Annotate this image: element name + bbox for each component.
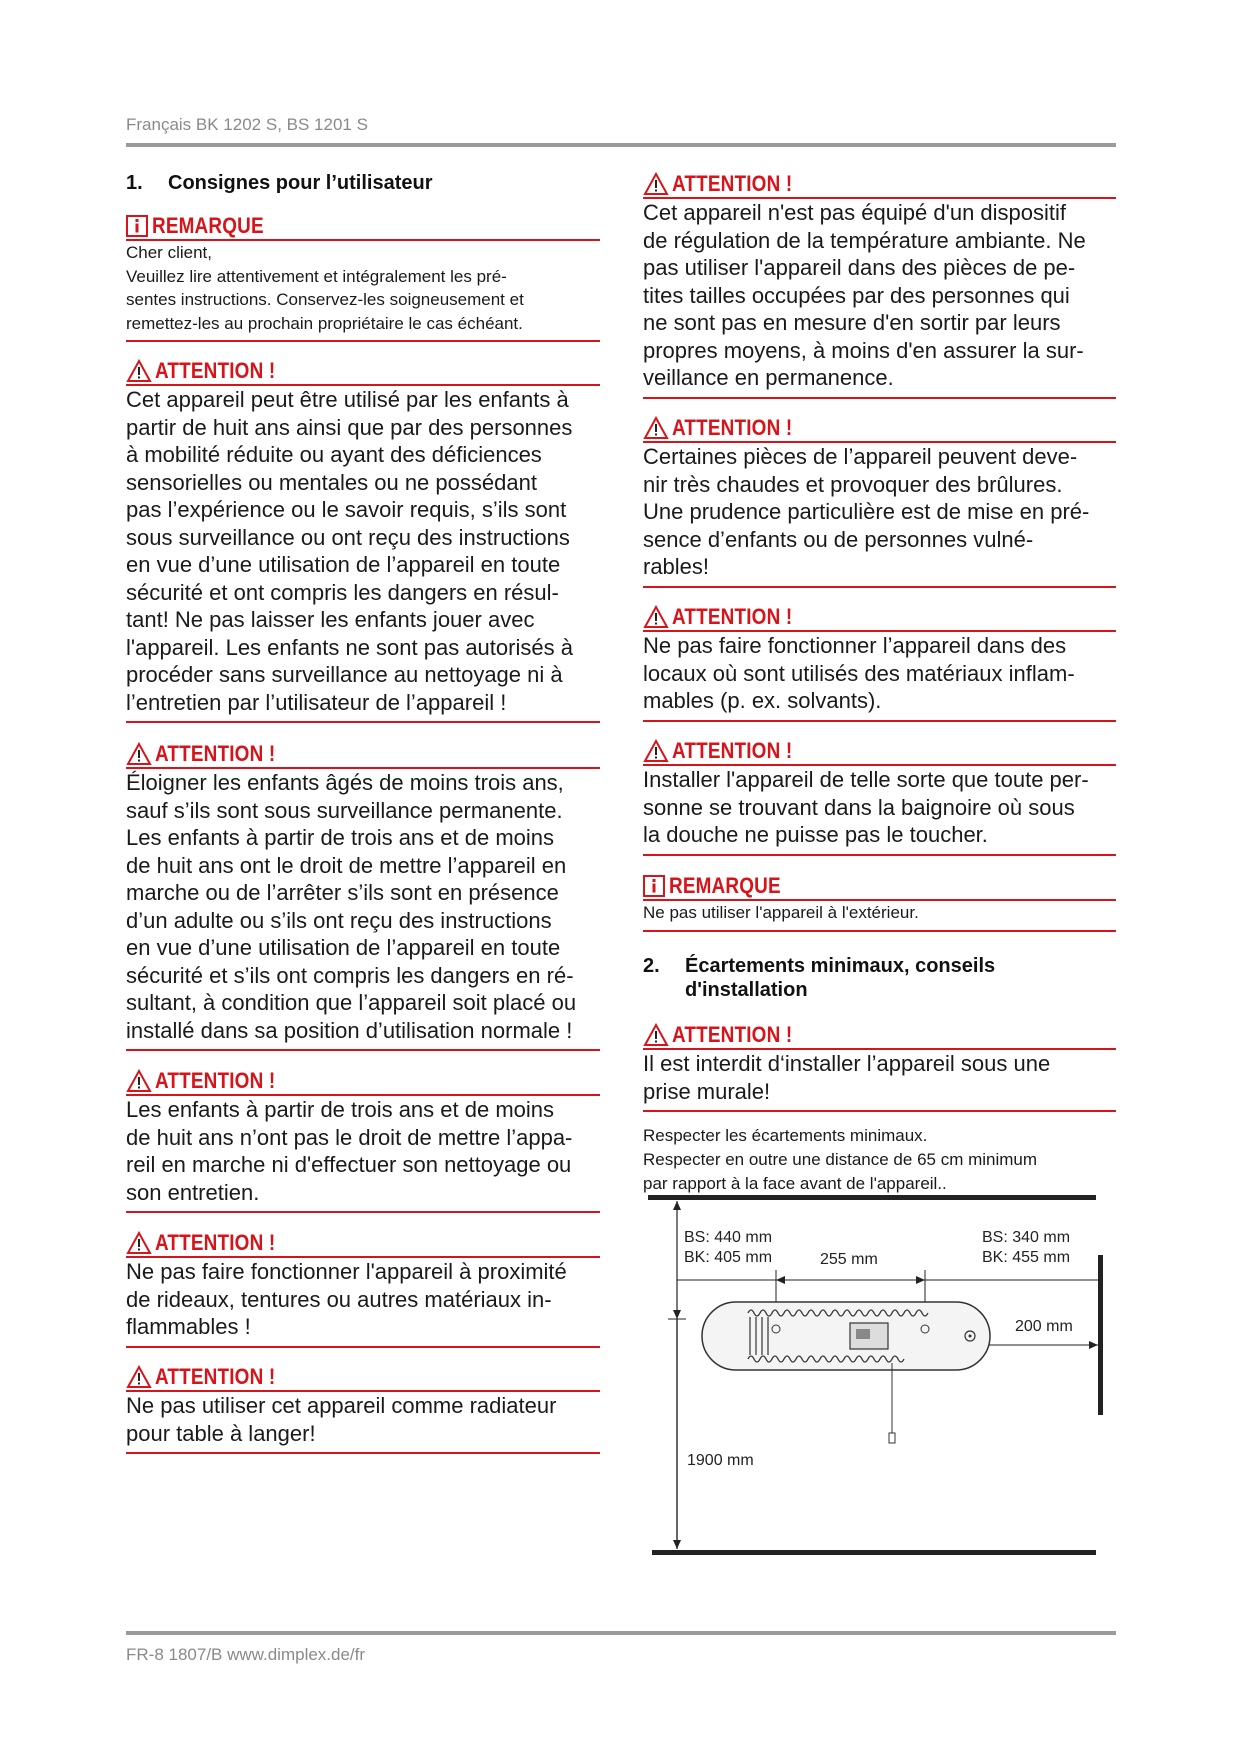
attention-line: sauf s’ils sont sous surveillance permanente. xyxy=(126,797,563,823)
attention-line: marche ou de l’arrêter s’ils sont en présence xyxy=(126,880,559,905)
spacing-line: par rapport à la face avant de l'appareil.. xyxy=(643,1174,947,1193)
spacing-instructions xyxy=(643,1124,1037,1196)
ceiling-line xyxy=(648,1195,1096,1200)
attention-line: flammables ! xyxy=(126,1314,251,1339)
spacing-line: Respecter en outre une distance de 65 cm minimum xyxy=(643,1150,1038,1169)
side-wall xyxy=(1098,1255,1103,1415)
warning-icon xyxy=(126,1365,152,1389)
attention-line: Ne pas utiliser cet appareil comme radiateur xyxy=(126,1393,557,1418)
attention-label: ATTENTION ! xyxy=(155,1364,276,1389)
attention-box xyxy=(126,1068,600,1213)
attention-line: de huit ans n’ont pas le droit de mettre l’appa- xyxy=(126,1124,573,1150)
attention-line: Une prudence particulière est de mise en pré- xyxy=(643,499,1090,524)
remark-line: sentes instructions. Conservez-les soigneusement et xyxy=(126,290,524,309)
attention-line: Éloigner les enfants âgés de moins trois ans, xyxy=(126,770,564,795)
attention-box xyxy=(126,1230,600,1348)
attention-line: installé dans sa position d’utilisation normale ! xyxy=(126,1017,573,1043)
attention-line: partir de huit ans ainsi que par des personnes xyxy=(126,414,573,440)
section-title-text: d'installation xyxy=(685,979,808,1001)
remark-label: REMARQUE xyxy=(152,213,264,238)
section-title-text: Consignes pour l’utilisateur xyxy=(168,172,433,194)
attention-label: ATTENTION ! xyxy=(155,358,276,383)
attention-label: ATTENTION ! xyxy=(155,1068,276,1093)
attention-line: à mobilité réduite ou ayant des déficiences xyxy=(126,442,542,467)
attention-line: sous surveillance ou ont reçu des instructions xyxy=(126,524,570,550)
attention-line: reil en marche ni d'effectuer son nettoyage ou xyxy=(126,1152,572,1177)
section-2-title xyxy=(643,954,995,1002)
attention-label: ATTENTION ! xyxy=(672,738,793,763)
box-bottom-rule xyxy=(643,854,1116,856)
attention-line: Installer l'appareil de telle sorte que toute per- xyxy=(643,767,1089,792)
page-header: Français BK 1202 S, BS 1201 S xyxy=(126,115,368,134)
attention-line: pas l’expérience ou le savoir requis, s’ils sont xyxy=(126,497,567,522)
attention-line: pas utiliser l'appareil dans des pièces de pe- xyxy=(643,255,1076,280)
attention-line: de régulation de la température ambiante. Ne xyxy=(643,227,1086,253)
attention-label: ATTENTION ! xyxy=(672,604,793,629)
section-number: 1. xyxy=(126,172,143,194)
attention-box xyxy=(643,738,1116,856)
right-bk-label: BK: 455 mm xyxy=(982,1249,1071,1266)
remark-box xyxy=(126,213,600,342)
warning-icon xyxy=(643,416,669,440)
attention-label: ATTENTION ! xyxy=(672,415,793,440)
remark-label: REMARQUE xyxy=(669,873,781,898)
attention-line: en vue d’une utilisation de l’appareil en toute xyxy=(126,935,561,960)
warning-icon xyxy=(126,359,152,383)
attention-line: sence d’enfants ou de personnes vulné- xyxy=(643,526,1034,552)
right-bs-label: BS: 340 mm xyxy=(982,1229,1071,1246)
warning-icon xyxy=(643,605,669,629)
attention-box xyxy=(126,1364,600,1454)
box-bottom-rule xyxy=(643,720,1116,722)
box-bottom-rule xyxy=(126,1346,600,1348)
attention-line: l'appareil. Les enfants ne sont pas autorisés à xyxy=(126,634,573,660)
box-bottom-rule xyxy=(643,1110,1116,1112)
attention-line: pour table à langer! xyxy=(126,1420,316,1446)
attention-line: tant! Ne pas laisser les enfants jouer avec xyxy=(126,607,535,632)
warning-icon xyxy=(126,1069,152,1093)
attention-line: sensorielles ou mentales ou ne possédant xyxy=(126,469,537,495)
attention-line: nir très chaudes et provoquer des brûlures. xyxy=(643,471,1063,497)
attention-line: procéder sans surveillance au nettoyage ni à xyxy=(126,662,563,687)
attention-line: de huit ans ont le droit de mettre l’appareil en xyxy=(126,852,567,878)
box-bottom-rule xyxy=(126,721,600,723)
attention-label: ATTENTION ! xyxy=(155,1230,276,1255)
heater-body xyxy=(702,1302,990,1370)
warning-icon xyxy=(126,742,152,766)
left-bs-label: BS: 440 mm xyxy=(684,1229,773,1246)
attention-line: Les enfants à partir de trois ans et de moins xyxy=(126,1097,555,1122)
attention-line: locaux où sont utilisés des matériaux inflam- xyxy=(643,660,1075,686)
attention-box xyxy=(643,415,1116,588)
warning-icon xyxy=(643,172,669,196)
attention-line: propres moyens, à moins d'en assurer la sur- xyxy=(643,337,1084,363)
box-bottom-rule xyxy=(643,930,1116,932)
attention-line: Ne pas faire fonctionner l'appareil à proximité xyxy=(126,1259,567,1284)
remark-line: remettez-les au prochain propriétaire le cas échéant. xyxy=(126,313,523,333)
attention-label: ATTENTION ! xyxy=(672,1022,793,1047)
attention-line: la douche ne puisse pas le toucher. xyxy=(643,822,988,847)
attention-line: son entretien. xyxy=(126,1179,260,1205)
info-icon xyxy=(643,875,665,897)
remark-line: Veuillez lire attentivement et intégralement les pré- xyxy=(126,266,507,286)
attention-line: Certaines pièces de l’appareil peuvent deve- xyxy=(643,444,1078,469)
attention-line: rables! xyxy=(643,554,710,579)
attention-line: ne sont pas en mesure d'en sortir par leurs xyxy=(643,310,1061,335)
attention-box xyxy=(643,171,1116,399)
page-footer: FR-8 1807/B www.dimplex.de/fr xyxy=(126,1645,366,1664)
box-bottom-rule xyxy=(126,1049,600,1051)
attention-box xyxy=(126,741,600,1051)
attention-line: Il est interdit d‘installer l’appareil sous une xyxy=(643,1051,1051,1076)
attention-line: mables (p. ex. solvants). xyxy=(643,688,882,713)
attention-label: ATTENTION ! xyxy=(155,741,276,766)
attention-line: tites tailles occupées par des personnes qui xyxy=(643,282,1070,308)
left-bk-label: BK: 405 mm xyxy=(684,1249,773,1266)
box-bottom-rule xyxy=(126,340,600,342)
box-bottom-rule xyxy=(126,1452,600,1454)
attention-line: sonne se trouvant dans la baignoire où sous xyxy=(643,794,1075,820)
floor-line xyxy=(652,1550,1096,1555)
attention-line: veillance en permanence. xyxy=(643,365,894,390)
attention-line: Cet appareil n'est pas équipé d'un dispositif xyxy=(643,200,1067,225)
attention-line: de rideaux, tentures ou autres matériaux in- xyxy=(126,1286,552,1312)
box-bottom-rule xyxy=(643,586,1116,588)
box-bottom-rule xyxy=(126,1211,600,1213)
attention-box xyxy=(643,604,1116,722)
remark-line: Ne pas utiliser l'appareil à l'extérieur. xyxy=(643,903,919,922)
attention-line: sécurité et ont compris les dangers en résul- xyxy=(126,579,559,605)
section-number: 2. xyxy=(643,955,660,977)
side-distance-label: 200 mm xyxy=(1015,1318,1073,1335)
warning-icon xyxy=(126,1231,152,1255)
attention-line: d’un adulte ou s’ils ont reçu des instructions xyxy=(126,907,552,933)
warning-icon xyxy=(643,739,669,763)
installation-diagram xyxy=(640,1195,1110,1565)
section-1-title xyxy=(126,172,432,195)
spacing-line: Respecter les écartements minimaux. xyxy=(643,1126,928,1145)
attention-line: sécurité et s’ils ont compris les dangers en ré- xyxy=(126,962,574,988)
header-rule xyxy=(126,143,1116,147)
attention-line: l’entretien par l’utilisateur de l’appareil ! xyxy=(126,689,507,715)
warning-icon xyxy=(643,1023,669,1047)
attention-line: Les enfants à partir de trois ans et de moins xyxy=(126,825,555,850)
section-title-text: Écartements minimaux, conseils xyxy=(685,955,996,977)
attention-box xyxy=(126,358,600,723)
attention-line: Cet appareil peut être utilisé par les enfants à xyxy=(126,387,569,412)
height-label: 1900 mm xyxy=(687,1452,754,1469)
remark-line: Cher client, xyxy=(126,243,212,262)
attention-box xyxy=(643,1022,1116,1112)
remark-box xyxy=(643,873,1116,932)
box-bottom-rule xyxy=(643,397,1116,399)
attention-line: prise murale! xyxy=(643,1078,771,1104)
middle-distance-label: 255 mm xyxy=(820,1251,878,1268)
attention-line: en vue d’une utilisation de l’appareil en toute xyxy=(126,552,561,577)
info-icon xyxy=(126,215,148,237)
footer-rule xyxy=(126,1631,1116,1635)
attention-line: Ne pas faire fonctionner l’appareil dans des xyxy=(643,633,1067,658)
attention-label: ATTENTION ! xyxy=(672,171,793,196)
attention-line: sultant, à condition que l’appareil soit placé ou xyxy=(126,990,577,1015)
